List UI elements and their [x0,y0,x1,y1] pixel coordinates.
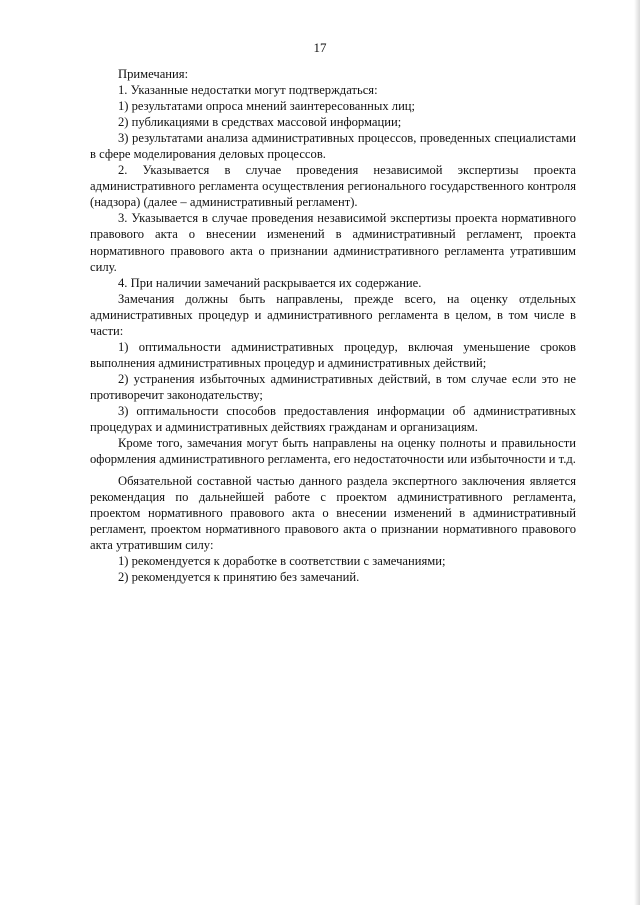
recommendation-option-1: 1) рекомендуется к доработке в соответствии с замечаниями; [118,554,446,569]
note-2: 2. Указывается в случае проведения независимой экспертизы проекта административного регламента осуществления регионального государственного контроля (надзора) (далее – административный регламент). [90,163,576,210]
remarks-item-1: 1) оптимальности административных процедур, включая уменьшение сроков выполнения административных процедур и административных действий; [90,339,576,370]
note-1-item-2: 2) публикациями в средствах массовой информации; [118,115,402,130]
recommendation-paragraph: Обязательной составной частью данного раздела экспертного заключения является рекомендация по дальнейшей работе с проектом административного регламента, проектом нормативного правового акта о внесении изменений в административный регламент, проектом нормативного правового акта о признании нормативного правового акта утратившим силу: [90,474,576,553]
recommendation-option-2: 2) рекомендуется к принятию без замечаний. [118,570,360,585]
page-number: 17 [313,40,327,55]
note-1: 1. Указанные недостатки могут подтверждаться: [118,83,378,98]
note-1-item-1: 1) результатами опроса мнений заинтересованных лиц; [118,99,416,114]
additional-remarks-paragraph: Кроме того, замечания могут быть направлены на оценку полноты и правильности оформления административного регламента, его недостаточности или избыточности и т.д. [90,436,576,467]
note-3: 3. Указывается в случае проведения независимой экспертизы проекта нормативного правового акта о внесении изменений в административный регламент, проекта нормативного правового акта о признании административного регламента утратившим силу. [90,211,576,274]
notes-heading: Примечания: [118,67,189,81]
note-1-item-3: 3) результатами анализа административных процессов, проведенных специалистами в сфере моделирования деловых процессов. [90,131,576,162]
remarks-item-3: 3) оптимальности способов предоставления информации об административных процедурах и административных действиях гражданам и организациям. [90,403,576,435]
note-4: 4. При наличии замечаний раскрывается их содержание. [118,275,422,290]
document-body [90,66,576,586]
page-edge-shadow [634,0,640,905]
remarks-item-2: 2) устранения избыточных административных действий, в том случае если это не противоречит законодательству; [90,371,576,402]
remarks-paragraph: Замечания должны быть направлены, прежде всего, на оценку отдельных административных процедур и административного регламента в целом, в том числе в части: [90,291,576,338]
